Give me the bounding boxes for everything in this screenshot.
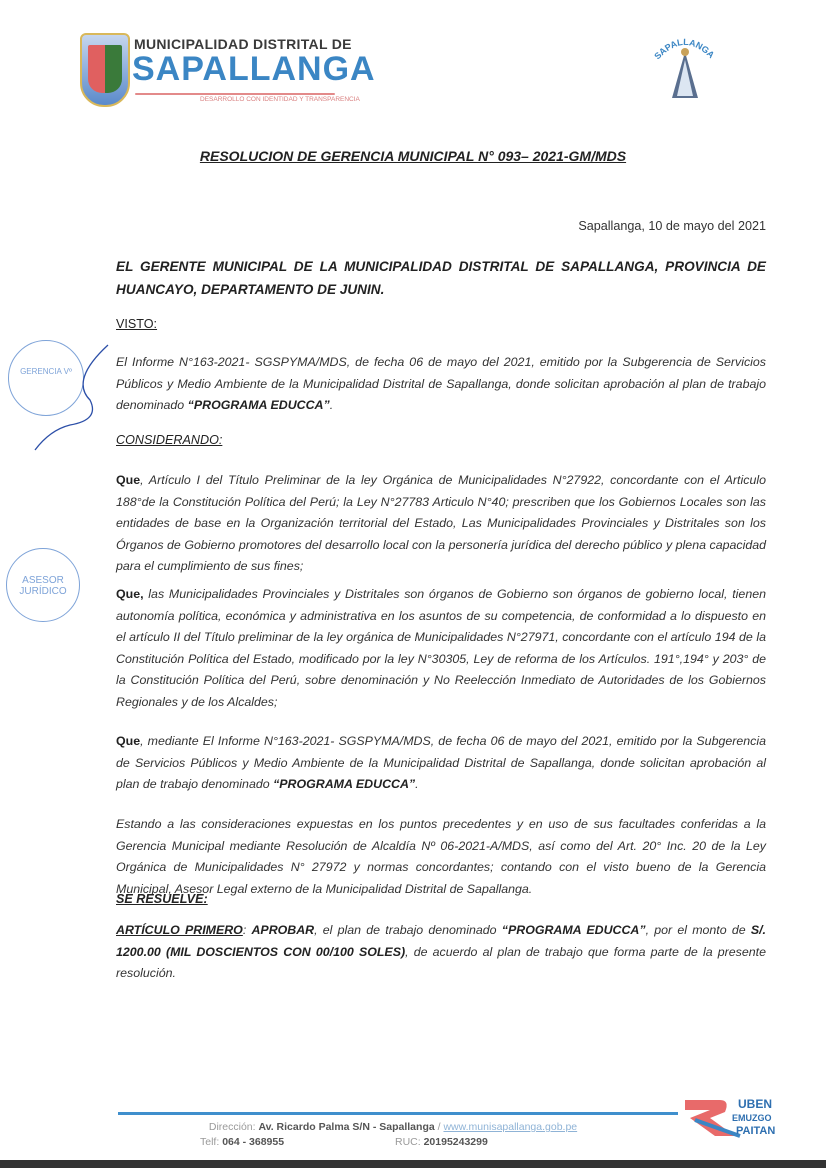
asesor-juridico-stamp [6, 548, 80, 622]
svg-text:UBEN: UBEN [738, 1097, 773, 1111]
visto-paragraph: El Informe N°163-2021- SGSPYMA/MDS, de fecha 06 de mayo del 2021, emitido por la Subgerencia de Servicios Públicos y Medio Ambiente de la Municipalidad Distrital de Sapallanga, donde solicitan aprobación al plan de trabajo denominado “PROGRAMA EDUCCA”. [116, 355, 766, 413]
virgin-sapallanga-logo [650, 30, 720, 105]
brand-line1: MUNICIPALIDAD DISTRITAL DE [134, 36, 352, 52]
considerando-paragraph-3: Que, mediante El Informe N°163-2021- SGSPYMA/MDS, de fecha 06 de mayo del 2021, emitido por la Subgerencia de Servicios Públicos y Medio Ambiente de la Municipalidad Distrital de Sapallanga, donde solicitan aprobación al plan de trabajo denominado “PROGRAMA EDUCCA”. [116, 734, 766, 792]
se-resuelve-label: SE RESUELVE: [116, 892, 208, 906]
svg-text:EMUZGO: EMUZGO [732, 1113, 772, 1123]
footer-divider [118, 1112, 678, 1115]
footer-address: Dirección: Av. Ricardo Palma S/N - Sapallanga / www.munisapallanga.gob.pe [208, 1121, 578, 1133]
asesor-stamp-text: ASESOR JURÍDICO [19, 575, 67, 597]
considerando-paragraph-1: Que, Artículo I del Título Preliminar de la ley Orgánica de Municipalidades N°27922, concordante con el Articulo 188°de la Constitución Política del Perú; la Ley N°27783 Articulo N°40; prescriben que los Gobiernos Locales son las entidades de base en la Organización territorial del Estado, Las Municipalidades Provinciales y Distritales son los Órganos de Gobierno promotores del desarrollo local con la personería jurídica del derecho público y plena capacidad para el cumplimiento de sus fines; [116, 473, 766, 574]
document-date: Sapallanga, 10 de mayo del 2021 [578, 219, 766, 233]
municipal-crest-logo [80, 33, 130, 107]
svg-text:SAPALLANGA: SAPALLANGA [652, 36, 717, 62]
scan-edge [0, 1160, 826, 1168]
visto-label: VISTO: [116, 317, 158, 331]
considerando-paragraph-2: Que, las Municipalidades Provinciales y Distritales son órganos de Gobierno son órganos de gobierno local, tienen autonomía política, económica y administrativa en los asuntos de su competencia, de conformidad a lo dispuesto en el artículo II del Título preliminar de la ley orgánica de Municipalidades N°27971, concordante con el artículo 194 de la Constitución Política del Estado, modificado por la ley N°30305, Ley de reforma de los Artículos. 191°,194° y 203° de la Constitución Política del Perú, sobre denominación y No Reelección Inmediato de Autoridades de los Gobiernos Regionales y de los Alcaldes; [116, 587, 766, 709]
footer-ruc: RUC: 20195243299 [395, 1136, 488, 1148]
svg-text:PAITAN: PAITAN [736, 1125, 776, 1137]
considerando-label: CONSIDERANDO: [116, 433, 223, 447]
footer-phone: Telf: 064 - 368955 [200, 1136, 285, 1148]
mayor-logo [680, 1092, 780, 1140]
signature [30, 340, 120, 460]
brand-tagline: DESARROLLO CON IDENTIDAD Y TRANSPARENCIA [200, 96, 360, 103]
website-link[interactable]: www.munisapallanga.gob.pe [443, 1121, 578, 1133]
brand-divider [135, 93, 335, 95]
gerencia-stamp-text: GERENCIA Vº [20, 367, 72, 376]
authority-heading: EL GERENTE MUNICIPAL DE LA MUNICIPALIDAD DISTRITAL DE SAPALLANGA, PROVINCIA DE HUANCAYO, DEPARTAMENTO DE JUNIN. [116, 259, 766, 297]
resolution-title: RESOLUCION DE GERENCIA MUNICIPAL N° 093– 2021-GM/MDS [199, 148, 627, 164]
brand-line2: SAPALLANGA [132, 50, 376, 88]
considerando-paragraph-4: Estando a las consideraciones expuestas en los puntos precedentes y en uso de sus facultades conferidas a la Gerencia Municipal mediante Resolución de Alcaldía Nº 06-2021-A/MDS, así como del Art. 20° Inc. 20 de la Ley Orgánica de Municipalidades N° 27972 y normas concordantes; contando con el visto bueno de la Gerencia Municipal, Asesor Legal externo de la Municipalidad Distrital de Sapallanga. [116, 817, 766, 896]
articulo-primero: ARTÍCULO PRIMERO: APROBAR, el plan de trabajo denominado “PROGRAMA EDUCCA”, por el monto de S/. 1200.00 (MIL DOSCIENTOS CON 00/100 SOLES), de acuerdo al plan de trabajo que forma parte de la presente resolución. [116, 923, 766, 981]
